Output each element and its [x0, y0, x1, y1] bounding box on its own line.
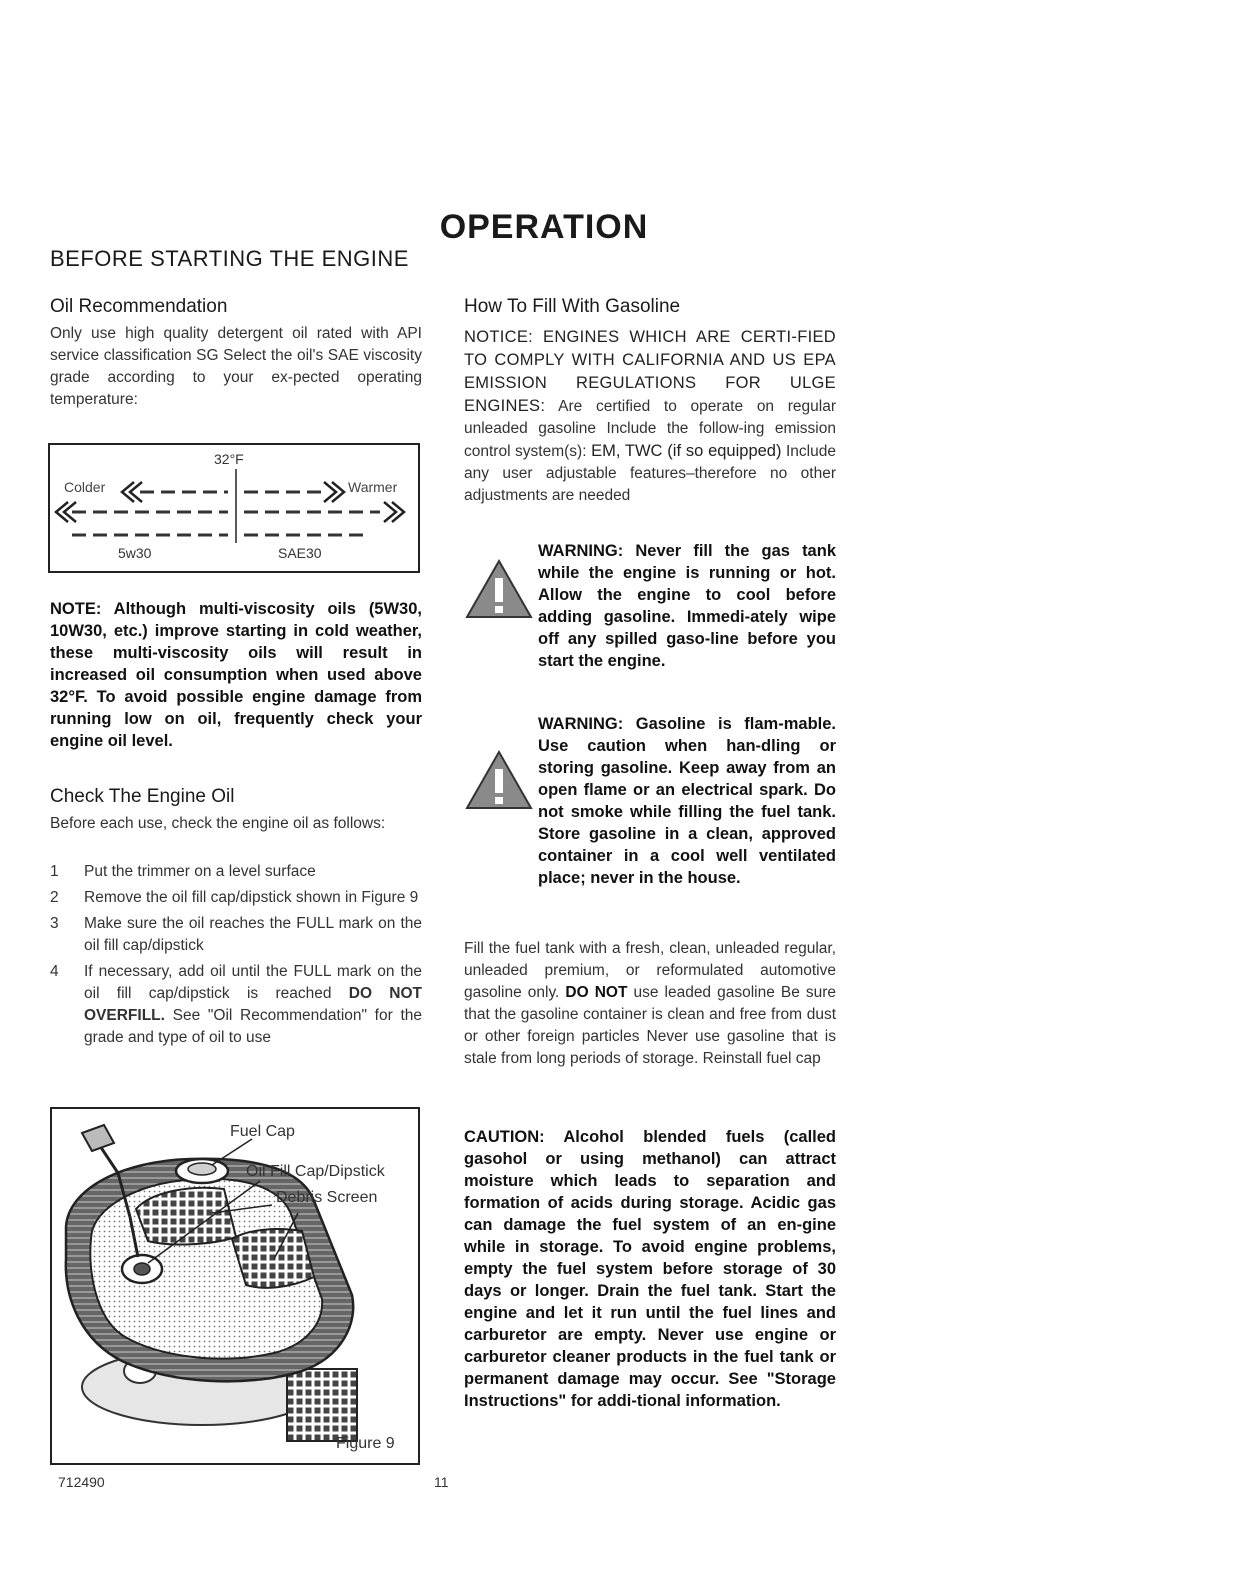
fuel-text: use leaded gasoline Be sure that the gasoline container is clean and free from dust or other foreign particles Never use gasoline that is stale from long periods of storage. Reinstall fuel cap: [464, 984, 837, 1067]
list-item: [50, 913, 422, 957]
note-text: Although multi-viscosity oils (5W30, 10W30, etc.) improve starting in cold weather, these multi-viscosity oils will result in increased oil consumption when used above 32°F. To avoid possible engine damage from running low on oil, frequently check your engine oil level.: [50, 600, 422, 750]
step-number: 2: [50, 889, 59, 906]
oil-recommendation-text: Only use high quality detergent oil rated with API service classification SG Select the oil's SAE viscosity grade according to your ex-pected operating temperature:: [50, 325, 422, 408]
overfill-warning: DO NOT OVERFILL.: [84, 985, 422, 1024]
notice-text: Include any user adjustable features–therefore no other adjustments are needed: [464, 443, 836, 504]
list-item: [50, 861, 422, 883]
document-number: 712490: [58, 1474, 105, 1490]
fill-gasoline-heading: How To Fill With Gasoline: [464, 296, 681, 317]
oil-note: [50, 598, 422, 752]
temp-center-label: 32°F: [214, 451, 244, 467]
do-not-text: DO NOT: [565, 984, 628, 1001]
warning-block: [464, 540, 836, 672]
list-item: [50, 887, 422, 909]
oil-fill-cap-label: Oil Fill Cap/Dipstick: [246, 1163, 385, 1180]
step-text-part: See "Oil Recommendation" for the grade and type of oil to use: [84, 1007, 422, 1046]
check-oil-steps: [50, 861, 422, 1053]
step-text: Remove the oil fill cap/dipstick shown in Figure 9: [84, 889, 419, 906]
emission-notice: [464, 326, 836, 507]
warning-text: WARNING: Gasoline is flam-mable. Use caution when han-dling or storing gasoline. Keep away from an open flame or an electrical spark. Do not smoke while filling the fuel tank. Store gasoline in a clean, approved container in a cool well ventilated place; never in the house.: [538, 715, 836, 887]
note-label: NOTE:: [50, 600, 102, 618]
debris-screen-label: Debris Screen: [276, 1189, 378, 1206]
figure-9: [50, 1107, 420, 1465]
check-oil-intro: Before each use, check the engine oil as follows:: [50, 815, 386, 832]
oil-recommendation-heading: Oil Recommendation: [50, 296, 228, 317]
fuel-text: Fill the fuel tank with a fresh, clean, unleaded regular, unleaded premium, or reformulated automotive gasoline only.: [464, 940, 836, 1001]
warning-text: WARNING: Never fill the gas tank while the engine is running or hot. Allow the engine to cool before adding gasoline. Immedi-ately wipe off any spilled gaso-line before you start the engine.: [538, 542, 836, 670]
oil-temperature-chart: [48, 443, 420, 573]
warning-icon: [464, 540, 538, 672]
check-oil-heading: Check The Engine Oil: [50, 786, 235, 807]
warning-block: [464, 713, 836, 889]
list-item: [50, 961, 422, 1049]
step-text-part: If necessary, add oil until the FULL mark on the oil fill cap/dipstick is reached: [84, 963, 422, 1002]
step-text: [84, 961, 422, 1049]
step-text: Put the trimmer on a level surface: [84, 863, 316, 880]
notice-caps-text: NOTICE: ENGINES WHICH ARE CERTI-FIED TO COMPLY WITH CALIFORNIA AND US EPA EMISSION REGULATIONS FOR ULGE ENGINES:: [464, 328, 836, 415]
temp-warmer-label: Warmer: [348, 479, 398, 495]
warning-icon: [464, 713, 538, 889]
step-text: Make sure the oil reaches the FULL mark on the oil fill cap/dipstick: [84, 915, 422, 954]
step-number: 1: [50, 863, 59, 880]
temp-5w30-label: 5w30: [118, 545, 152, 561]
step-number: 4: [50, 963, 59, 980]
caution-text: CAUTION: Alcohol blended fuels (called gasohol or using methanol) can attract moisture which leads to separation and formation of acids during storage. Acidic gas can damage the fuel system of an en-gine while in storage. To avoid engine problems, empty the fuel system before storage of 30 days or longer. Drain the fuel tank. Start the engine and let it run until the fuel lines and carburetor are empty. Never use engine or carburetor cleaner products in the fuel tank or permanent damage may occur. See "Storage Instructions" for addi-tional information.: [464, 1128, 836, 1410]
fuel-instructions: [464, 938, 836, 1070]
section-subtitle: BEFORE STARTING THE ENGINE: [50, 246, 409, 271]
fuel-cap-label: Fuel Cap: [230, 1123, 295, 1140]
figure-caption: Figure 9: [336, 1435, 395, 1452]
temp-sae30-label: SAE30: [278, 545, 322, 561]
notice-text: Are certified to operate on regular unleaded gasoline Include the follow-ing emission control system(s):: [464, 398, 837, 460]
page-number: 11: [434, 1474, 449, 1490]
temp-colder-label: Colder: [64, 479, 106, 495]
notice-systems-text: EM, TWC (if so equipped): [591, 442, 782, 460]
page-title: OPERATION: [439, 208, 649, 246]
step-number: 3: [50, 915, 59, 932]
